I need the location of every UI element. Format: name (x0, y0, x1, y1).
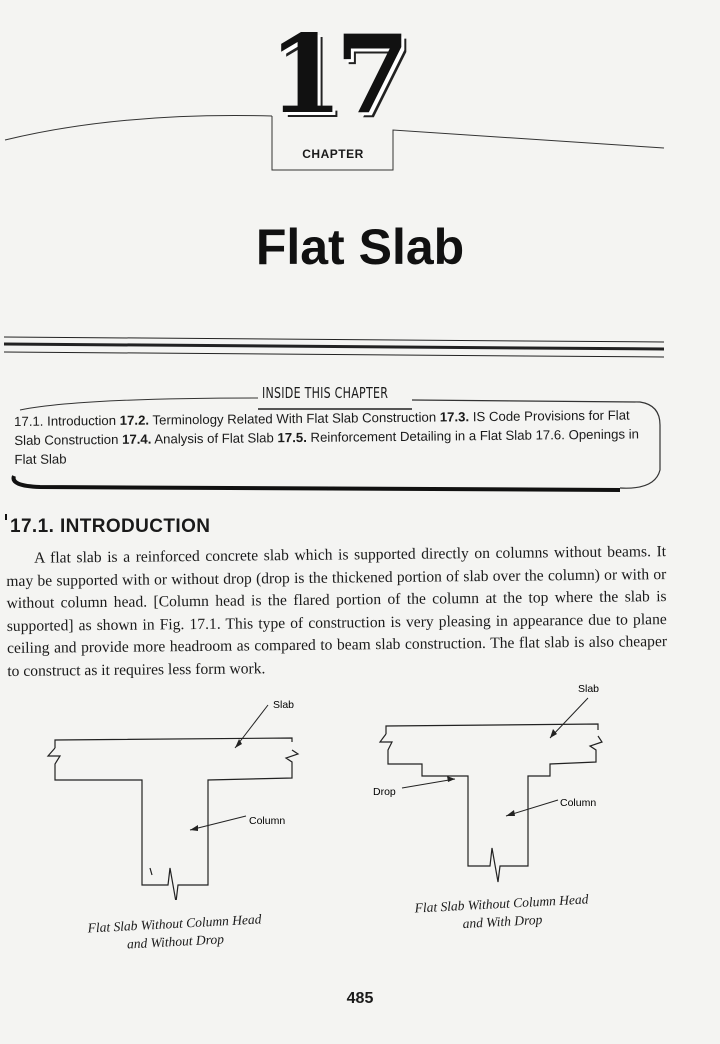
fig2-column-label: Column (560, 797, 597, 809)
page-number: 485 (346, 990, 374, 1007)
fig2-drop-label: Drop (373, 786, 396, 798)
fig1-slab-label: Slab (273, 699, 295, 711)
intro-paragraph: A flat slab is a reinforced concrete slab which is supported directly on columns without beams. It may be supported with or without drop (drop is the thickened portion of slab over the column) or with or without column head. [Column head is the flared portion of the column at the top where the slab is supported] as shown in Fig. 17.1. This type of construction is very pleasing in appearance due to plane ceiling and provide more headroom as compared to beam slab construction. The flat slab is also cheaper to construct as it requires less form work. (6, 543, 668, 680)
fig1-column-label: Column (249, 815, 286, 827)
chapter-label: CHAPTER (302, 147, 364, 161)
figure-flat-slab-no-head-with-drop (360, 676, 640, 886)
section-number: 17.1. (10, 516, 55, 537)
contents-item: 17.4. Analysis of Flat Slab (121, 430, 274, 447)
contents-item: 17.2. Terminology Related With Flat Slab Construction (119, 409, 437, 428)
contents-item: 17.3. IS Code Provisions for Flat Slab Construction (14, 407, 630, 448)
inside-chapter-contents (14, 405, 655, 469)
section-title: INTRODUCTION (59, 516, 211, 537)
chapter-number: 17 (268, 12, 403, 138)
contents-item: 17.5. Reinforcement Detailing in a Flat Slab (277, 427, 532, 446)
figure-2-caption: Flat Slab Without Column Head and With Drop (414, 891, 589, 932)
fig2-slab-label: Slab (578, 683, 600, 695)
section-heading (10, 516, 210, 538)
contents-item: 17.1. Introduction (14, 412, 117, 429)
contents-item: 17.6. Openings in Flat Slab (14, 426, 640, 467)
inside-chapter-heading: INSIDE THIS CHAPTER (262, 384, 389, 402)
figure-flat-slab-no-head-no-drop (30, 690, 320, 900)
figure-1-caption: Flat Slab Without Column Head and Without Drop (87, 911, 262, 952)
page-title: Flat Slab (255, 219, 465, 275)
